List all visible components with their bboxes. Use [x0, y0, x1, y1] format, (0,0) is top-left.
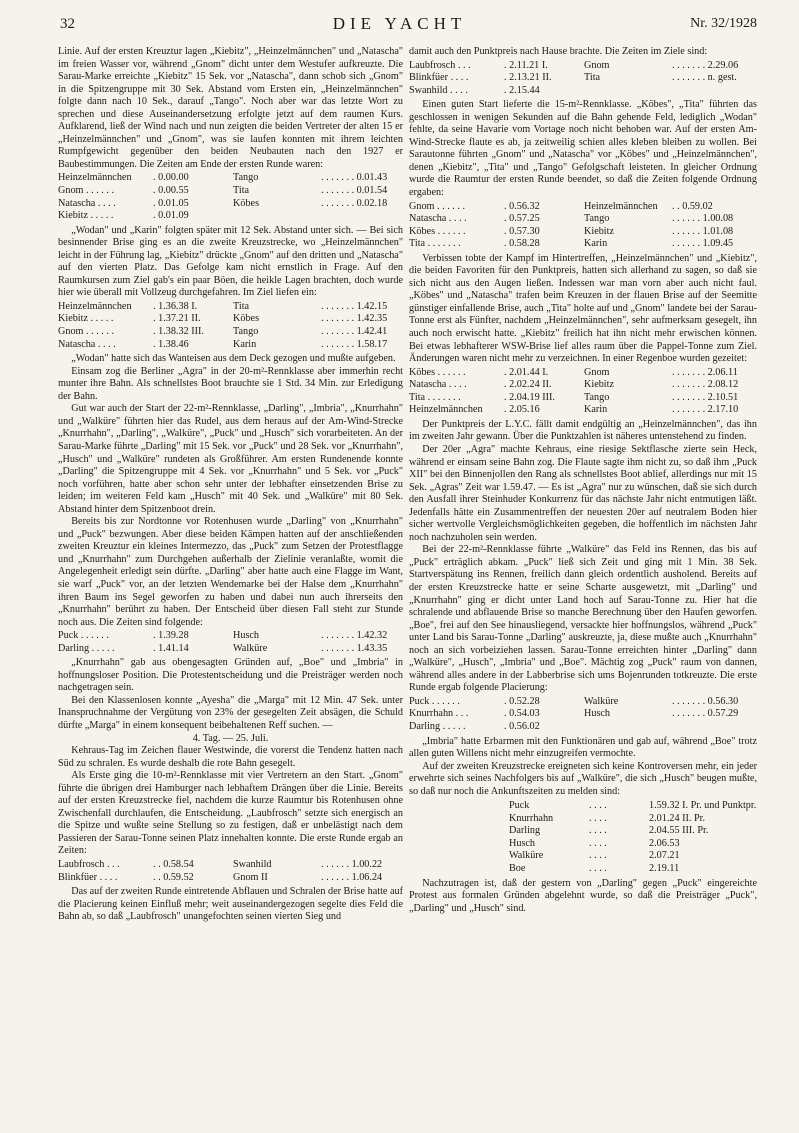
results-table	[58, 859, 403, 884]
results-table	[409, 696, 757, 734]
table-cell: . . . . . . . n. gest.	[672, 72, 737, 84]
table-cell: . . . . . . . 1.42.41	[321, 326, 388, 338]
table-cell: 2.19.11	[649, 863, 680, 874]
table-cell: . 1.36.38 I.	[153, 300, 198, 312]
table-cell: . . 0.59.02	[672, 200, 713, 212]
table-cell: Gnom . . . . . .	[58, 185, 115, 197]
table-cell: . 0.00.00	[153, 172, 189, 184]
paragraph: Einen guten Start lieferte die 15-m²-Rennklasse. „Köbes", „Tita" führten das geschlossen in wenigen Sekunden auf die Bahn gehende Feld, lediglich „Wodan" fehlte, da seine Havarie vom Vortage noch nicht behoben war. Auf der ersten Am-Wind-Strecke flaute es ab, ja zeitweilig schien alles kleben bleiben zu wollen. Bei Sarautonne führten „Gnom" und „Natascha" vor „Köbes" und „Heinzelmännchen", denen „Kiebitz", „Tita" und „Tango" Gefolgschaft leisteten. In gleicher Ordnung wurde die Raumtur der ersten Runde beendet, so daß die Zeiten folgende Ordnung ergaben:	[409, 99, 757, 199]
table-cell: Blinkfüer . . . .	[58, 871, 118, 883]
table-cell: . . . . . . . 1.42.15	[321, 300, 388, 312]
table-row	[409, 85, 757, 98]
table-row	[58, 313, 403, 326]
paragraph: Das auf der zweiten Runde eintretende Abflauen und Schralen der Brise hatte auf die Placierung keinen Einfluß mehr; weit auseinandergezogen segelte dies Feld die Bahn ab, so daß „Laubfrosch" unangefochten seinen vierten Sieg und	[58, 886, 403, 923]
table-cell: Walküre	[233, 642, 268, 654]
table-cell: Tango	[233, 172, 259, 184]
table-cell: Tita	[233, 185, 250, 197]
table-row	[58, 630, 403, 643]
table-cell: . . . . . . . 2.29.06	[672, 59, 739, 71]
table-cell: Walküre	[509, 850, 544, 862]
page-header	[0, 0, 799, 44]
table-cell: . . . .	[589, 863, 607, 874]
table-row	[509, 800, 757, 813]
table-cell: Blinkfüer . . . .	[409, 72, 469, 84]
table-cell: Tango	[584, 391, 610, 403]
paragraph: Gut war auch der Start der 22-m²-Rennklasse, „Darling", „Imbria", „Knurrhahn" und „Walküre" führten hier das Rudel, aus dem heraus auf der Am-Wind-Strecke „Knurrhahn", „Darling", „Walküre", „Puck" und „Husch" sich vorarbeiteten. An der Sarau-Marke führte „Darling" mit 15 Sek. vor „Puck" und 28 Sek. vor „Knurrhahn", „Husch" und „Walküre" rundeten als Großführer. Am ersten Rundenende konnte „Darling" die Spitzengruppe mit 4 Sek. vor „Knurrhahn" und 5 Sek. vor „Puck" noch vorführen, hatte aber schon sehr unter der lebhafter einsetzenden Brise zu leiden; im weiteren Feld kam „Husch" mit 40 Sek. und „Walküre" mit 80 Sek. Abstand hinter dem Spitzenboot drein.	[58, 403, 403, 515]
table-cell: . . 0.58.54	[153, 859, 194, 870]
table-row	[409, 379, 757, 392]
paragraph: Als Erste ging die 10-m²-Rennklasse mit vier Vertretern an den Start. „Gnom" führte die übrigen drei Hamburger nach lebhaftem Drängen über die Linie. Bereits auf der ersten Kreuzstrecke fiel, nachdem die kurze Raumtur bis Rotenhusen ohne Zwischenfall durchlaufen, die Entscheidung. „Laubfrosch" setzte sich energisch an die Spitze und wußte seine Stellung so zu festigen, daß er unbelästigt nach dem Passieren der Sarau-Tonne seinen Platz innehalten konnte. Die erste Runde ergab an Zeiten:	[58, 770, 403, 857]
table-cell: Darling	[509, 825, 541, 837]
table-cell: Heinzelmännchen	[409, 404, 483, 416]
table-cell: 2.07.21	[649, 850, 680, 862]
paragraph: Bei den Klassenlosen konnte „Ayesha" die „Marga" mit 12 Min. 47 Sek. unter Inanspruchnahme der Vergütung von 23% der gesegelten Zeit absägen, die Schuld dürfte „Marga" in einem konsequent beibehaltenen Reff suchen. —	[58, 694, 403, 731]
table-row	[409, 238, 757, 251]
table-cell: . 0.58.28	[504, 238, 540, 250]
paragraph: Linie. Auf der ersten Kreuztur lagen „Kiebitz", „Heinzelmännchen" und „Natascha" im freien Wasser vor, während „Gnom" dicht unter dem Westufer aufkreuzte. Die Sarau-Marke erreichte „Kiebitz" 15 Sek. vor „Natascha", dann schob sich „Gnom" in die Spitzengruppe mit 30 Sek. Abstand vom Ersten ein, „Heinzelmännchen" folgte dann nach 10 Sek., darauf „Tango". Noch aber war das letzte Wort zu sprechen und diese Auseinandersetzung erfolgte jetzt auf dem raumen Kurs. Aufklarend, ließ der Wind nach und nun zeigten die beiden Vertreter der alten 15 er „Heinzelmännchen" und „Gnom", was sie laufen konnten mit ihrem leichten Rumpfgewicht gegenüber den beiden Neubauten nach den 1927 er Baubestimmungen. Die Zeiten am Ende der ersten Runde waren:	[58, 46, 403, 170]
table-row	[58, 326, 403, 339]
table-cell: Boe	[509, 863, 526, 874]
table-cell: 2.04.55 III. Pr.	[649, 825, 709, 837]
table-cell: . 2.05.16	[504, 404, 540, 416]
table-row	[409, 226, 757, 239]
table-cell: Köbes	[233, 313, 260, 325]
table-cell: Heinzelmännchen	[584, 200, 658, 212]
table-cell: . . 0.59.52	[153, 871, 194, 883]
table-cell: . 2.15.44	[504, 84, 540, 96]
table-cell: Puck . . . . . .	[58, 630, 109, 642]
table-cell: . . . . . . . 1.42.32	[321, 630, 388, 642]
results-table	[409, 201, 757, 251]
table-cell: Natascha . . . .	[58, 197, 116, 209]
table-cell: . . . . . . 1.06.24	[321, 871, 383, 883]
table-row	[58, 859, 403, 872]
table-cell: . 0.52.28	[504, 695, 540, 707]
table-cell: . . . . . . 1.00.08	[672, 213, 734, 225]
table-cell: . . . . . . 1.01.08	[672, 225, 734, 237]
table-cell: Karin	[584, 238, 608, 250]
table-cell	[672, 721, 757, 734]
table-row	[509, 863, 757, 876]
table-cell: Gnom	[584, 59, 610, 71]
paragraph: Bei der 22-m²-Rennklasse führte „Walküre" das Feld ins Rennen, das bis auf „Puck" erträglich abkam. „Puck" ließ sich Zeit und ging mit 1 Min. 38 Sek. Startverspätung ins Rennen, freilich dann gleich ordentlich ausholend. Bereits auf der ersten Kreuzstrecke hatte er seine Scharte ausgewetzt, mit „Darling" und „Knurrhahn" ging er dicht unter Land hoch auf Sarau-Tonne zu. Hier hat die schralende und abflauende Brise so manche Berechnung über den Haufen geworfen. „Boe", frei auf den See hinausliegend, versackte hier hoffnungslos, während „Puck" unter Land bis Sarau-Tonne „Darling" auskreuzte, ja, diese mußte auch „Knurrhahn" noch an sich vorbeiziehen lassen. Sarau-Tonne erreichten hinter „Darling" dann „Walküre", „Husch", „Imbria" und „Boe". Mächtig zog „Puck" raum von dannen, während alles andere in der Labberbrise sich ums Bojenrunden totkreuzte. Die erste Runde ergab folgende Placierung:	[409, 544, 757, 694]
table-cell: . 0.00.55	[153, 185, 189, 197]
table-cell: . . . .	[589, 812, 607, 824]
table-cell	[672, 85, 757, 98]
table-row	[58, 301, 403, 314]
table-cell: Walküre	[584, 695, 619, 707]
paragraph: Verbissen tobte der Kampf im Hintertreffen, „Heinzelmännchen" und „Kiebitz", die beiden Favoriten für den Punktpreis, hatten sich allerhand zu sagen, so daß sie sich nicht aus den Augen ließen. Indessen war man vorn aber auch nicht faul. „Köbes" und „Natascha" trafen beim Kreuzen in der flauen Brise auf der Seemitte günstiger einfallende Brise, auch „Tita" holte auf und „Gnom" landete bei der Sarau-Tonne erst als Fünfter, nachdem „Heinzelmännchen", sehr aufmerksam gesegelt, ihn auch noch erwischt hatte. „Kiebitz" freilich hat ihn nicht mehr erwischen können. Bei etwas lebhafterer WSW-Brise lief alles raum über die Pappel-Tonne zum Ziel. Änderungen waren nicht mehr zu verzeichnen. In einer Regenboe wurden gezeitet:	[409, 252, 757, 365]
paragraph: Nachzutragen ist, daß der gestern von „Darling" gegen „Puck" eingereichte Protest aus formalen Gründen abgelehnt wurde, so daß die Preisträger „Puck", „Darling" und „Husch" sind.	[409, 877, 757, 914]
table-row	[409, 201, 757, 214]
results-table	[58, 301, 403, 351]
table-row	[409, 367, 757, 380]
table-row	[409, 721, 757, 734]
table-cell: 2.06.53	[649, 837, 680, 849]
day-heading: 4. Tag. — 25. Juli.	[192, 732, 269, 744]
table-cell: Gnom . . . . . .	[409, 200, 466, 212]
results-table	[58, 630, 403, 655]
table-row	[409, 72, 757, 85]
table-row	[509, 850, 757, 863]
table-row	[58, 339, 403, 352]
table-cell: . 0.01.05	[153, 197, 189, 209]
paragraph: „Knurrhahn" gab aus obengesagten Gründen auf, „Boe" und „Imbria" in hoffnungsloser Position. Die Protestentscheidung und die Preisträger werden noch nachgetragen sein.	[58, 657, 403, 694]
table-cell: Karin	[233, 338, 257, 350]
table-row	[409, 60, 757, 73]
table-cell: . 2.13.21 II.	[504, 72, 552, 84]
results-table	[58, 172, 403, 222]
table-cell: Knurrhahn	[509, 812, 554, 824]
table-cell: Gnom II	[233, 871, 268, 883]
paragraph: Einsam zog die Berliner „Agra" in der 20-m²-Rennklasse aber immerhin recht munter ihre Bahn. Als schnellstes Boot brauchte sie 1 Std. 34 Min. zur Erledigung der Bahn.	[58, 365, 403, 402]
table-cell: Köbes . . . . . .	[409, 225, 466, 237]
table-cell: Kiebitz	[584, 225, 614, 237]
paragraph: „Wodan" und „Karin" folgten später mit 12 Sek. Abstand unter sich. — Bei sich besinnender Brise ging es an die zweite Kreuzstrecke, wo „Heinzelmännchen" leicht in der Führung lag, „Kiebitz" drückte „Gnom" auf den dritten und „Natascha" auf den vierten Platz. Das Gefolge kam nicht ernstlich in Frage. Auf den Raumkursen zum Ziel gab's ein paar Böen, die heikle Lagen brachten, doch wurde hier wie überall mit Vollzeug durchgefahren. Im Ziel liefen ein:	[58, 224, 403, 299]
paragraph: Der 20er „Agra" machte Kehraus, eine riesige Sektflasche zierte sein Heck, während er einsam seine Bahn zog. Die Flaute sagte ihm nicht zu, so daß ihm „Puck XII" bei den Binnenjollen den Rang als schnellstes Boot ablief, allerdings nur mit 15 Sek. „Agras" Zeit war 1.59.47. — Es ist „Agra" nur zu wünschen, daß sie sich durch den Ausfall ihrer Steinhuder Konkurrenz für das nächste Jahr nicht entmutigen läßt. Jedenfalls hätte ein Zusammentreffen der neuesten 20er auf neutralem Boden hier sicher wertvolle Vergleichsmöglichkeiten gegeben, die hoffentlich im nächsten Jahr noch nachzuholen sein werden.	[409, 443, 757, 543]
table-cell: . . . . . . . 2.08.12	[672, 379, 739, 391]
table-cell: Laubfrosch . . .	[58, 859, 120, 870]
table-cell: . . . .	[589, 837, 607, 849]
paragraph: damit auch den Punktpreis nach Hause brachte. Die Zeiten im Ziele sind:	[409, 46, 708, 57]
table-row	[409, 213, 757, 226]
table-cell: . 2.02.24 II.	[504, 379, 552, 391]
table-cell: . 1.38.32 III.	[153, 326, 204, 338]
table-cell: . 2.01.44 I.	[504, 366, 549, 378]
table-cell: 1.59.32 I. Pr. und Punktpr.	[649, 800, 757, 812]
table-cell: . . . . . . . 2.17.10	[672, 404, 739, 416]
table-cell: Husch	[509, 837, 536, 849]
table-cell: . 0.01.09	[153, 210, 189, 222]
table-cell: Köbes	[233, 197, 260, 209]
table-cell: . . . . . . . 2.10.51	[672, 391, 739, 403]
table-row	[58, 198, 403, 211]
table-cell: Köbes . . . . . .	[409, 366, 466, 378]
paragraph: „Wodan" hatte sich das Wanteisen aus dem Deck gezogen und mußte aufgeben.	[71, 353, 396, 365]
table-cell: Tita . . . . . . .	[409, 238, 461, 250]
table-cell: Husch	[233, 630, 260, 642]
table-row	[409, 708, 757, 721]
table-cell: Heinzelmännchen	[58, 172, 132, 184]
table-cell	[584, 721, 672, 734]
table-cell: Darling . . . . .	[409, 720, 466, 732]
table-cell: . 0.56.32	[504, 200, 540, 212]
table-cell: . . . .	[589, 800, 607, 812]
table-cell: Knurrhahn . . .	[409, 708, 469, 720]
table-cell: . 1.41.14	[153, 642, 189, 654]
table-row	[58, 210, 403, 223]
table-cell: Kiebitz . . . . .	[58, 313, 114, 325]
table-cell: Gnom	[584, 366, 610, 378]
table-cell: Husch	[584, 708, 611, 720]
table-cell: . 1.38.46	[153, 338, 189, 350]
table-cell: . 1.39.28	[153, 630, 189, 642]
table-cell: Gnom . . . . . .	[58, 326, 115, 338]
paragraph: Der Punktpreis der L.Y.C. fällt damit endgültig an „Heinzelmännchen", das ihn im zweiten Jahr gewann. Über die Punktzahlen ist näheres untenstehend zu finden.	[409, 418, 757, 443]
table-cell: Tango	[233, 326, 259, 338]
table-cell: . . . . . . 1.00.22	[321, 859, 383, 870]
table-row	[58, 872, 403, 885]
table-cell: . . . .	[589, 825, 607, 837]
table-cell: Natascha . . . .	[409, 379, 467, 391]
table-cell: Puck	[509, 800, 530, 812]
table-cell: . . . . . . . 0.01.54	[321, 185, 388, 197]
table-cell: . 0.56.02	[504, 720, 540, 732]
paragraph: „Imbria" hatte Erbarmen mit den Funktionären und gab auf, während „Boe" trotz allen guten Willens nicht mehr einzugreifen vermochte.	[409, 735, 757, 760]
right-column	[409, 46, 757, 915]
paragraph: Bereits bis zur Nordtonne vor Rotenhusen wurde „Darling" von „Knurrhahn" und „Puck" bezwungen. Aber diese beiden Kämpen hatten auf der anschließenden zweiten Kreuztur ein kleines Intermezzo, das „Puck" zum Setzen der Protestflagge und „Knurrhahn" zum Durchgehen außerhalb der Zielinie veranlaßte, womit die Angelegenheit erledigt sein dürfte. „Darling" aber hatte auch eine Flagge im Want, sie warf „Puck" vor, an der letzten Wendemarke bei der Halse dem „Knurrhahn" ihren Baum ins Segel geworfen zu haben und dabei nun auch ihrerseits den „Knurrhahn" berührt zu haben. Der Entscheid über diesen Fall steht zur Stunde noch aus. Die Zeiten sind folgende:	[58, 516, 403, 628]
table-cell: . . . . . . . 0.01.43	[321, 172, 388, 184]
table-cell: Kiebitz . . . . .	[58, 210, 114, 222]
table-cell: Swanhild . . . .	[409, 84, 468, 96]
table-cell: Tita	[584, 72, 601, 84]
table-cell: . . . . . . . 1.42.35	[321, 313, 388, 325]
table-cell: . . . . . . . 1.58.17	[321, 338, 388, 350]
left-column	[58, 46, 403, 924]
table-cell: . 0.57.25	[504, 213, 540, 225]
table-cell: Heinzelmännchen	[58, 300, 132, 312]
table-row	[58, 172, 403, 185]
table-cell: Tango	[584, 213, 610, 225]
table-cell	[321, 210, 403, 223]
table-cell: . . . . . . . 1.43.35	[321, 642, 388, 654]
table-row	[509, 825, 757, 838]
table-row	[58, 185, 403, 198]
table-cell: Laubfrosch . . .	[409, 59, 471, 71]
table-row	[409, 696, 757, 709]
table-cell: Darling . . . . .	[58, 642, 115, 654]
table-cell: Natascha . . . .	[58, 338, 116, 350]
paragraph: Auf der zweiten Kreuzstrecke ereigneten sich keine Kontroversen mehr, ein jeder erwehrte sich seines Nachfolgers bis auf „Walküre", die sich „Husch" beugen mußte, so daß nur noch die Ankunftszeiten zu melden sind:	[409, 760, 757, 797]
table-cell: Tita	[233, 300, 250, 312]
table-cell: Karin	[584, 404, 608, 416]
table-cell: Swanhild	[233, 859, 272, 870]
table-row	[509, 838, 757, 851]
results-table	[409, 60, 757, 98]
issue-number: Nr. 32/1928	[690, 16, 757, 31]
table-cell: . 2.11.21 I.	[504, 59, 548, 71]
table-cell: . 0.57.30	[504, 225, 540, 237]
table-row	[58, 643, 403, 656]
table-row	[509, 813, 757, 826]
table-cell: . . . . . . . 0.02.18	[321, 197, 388, 209]
table-cell: . . . . . . 1.09.45	[672, 238, 734, 250]
table-cell: . 0.54.03	[504, 708, 540, 720]
results-table	[409, 367, 757, 417]
table-cell: Kiebitz	[584, 379, 614, 391]
table-cell: . . . . . . . 0.56.30	[672, 695, 739, 707]
table-cell: . . . .	[589, 850, 607, 862]
table-cell	[233, 210, 321, 223]
table-cell	[584, 85, 672, 98]
table-row	[409, 392, 757, 405]
magazine-title: DIE YACHT	[332, 14, 467, 33]
table-cell: 2.01.24 II. Pr.	[649, 812, 706, 824]
table-row	[409, 404, 757, 417]
table-cell: Tita . . . . . . .	[409, 391, 461, 403]
paragraph: Kehraus-Tag im Zeichen flauer Westwinde, die vorerst die Tendenz hatten nach Süd zu schralen. Es wurde deshalb die rote Bahn gesegelt.	[58, 745, 403, 769]
table-cell: . . . . . . . 2.06.11	[672, 366, 738, 378]
page-number: 32	[60, 16, 75, 32]
table-cell: Puck . . . . . .	[409, 695, 460, 707]
table-cell: . 1.37.21 II.	[153, 313, 201, 325]
final-results-table	[509, 800, 757, 875]
table-cell: . . . . . . . 0.57.29	[672, 708, 739, 720]
table-cell: Natascha . . . .	[409, 213, 467, 225]
table-cell: . 2.04.19 III.	[504, 391, 555, 403]
